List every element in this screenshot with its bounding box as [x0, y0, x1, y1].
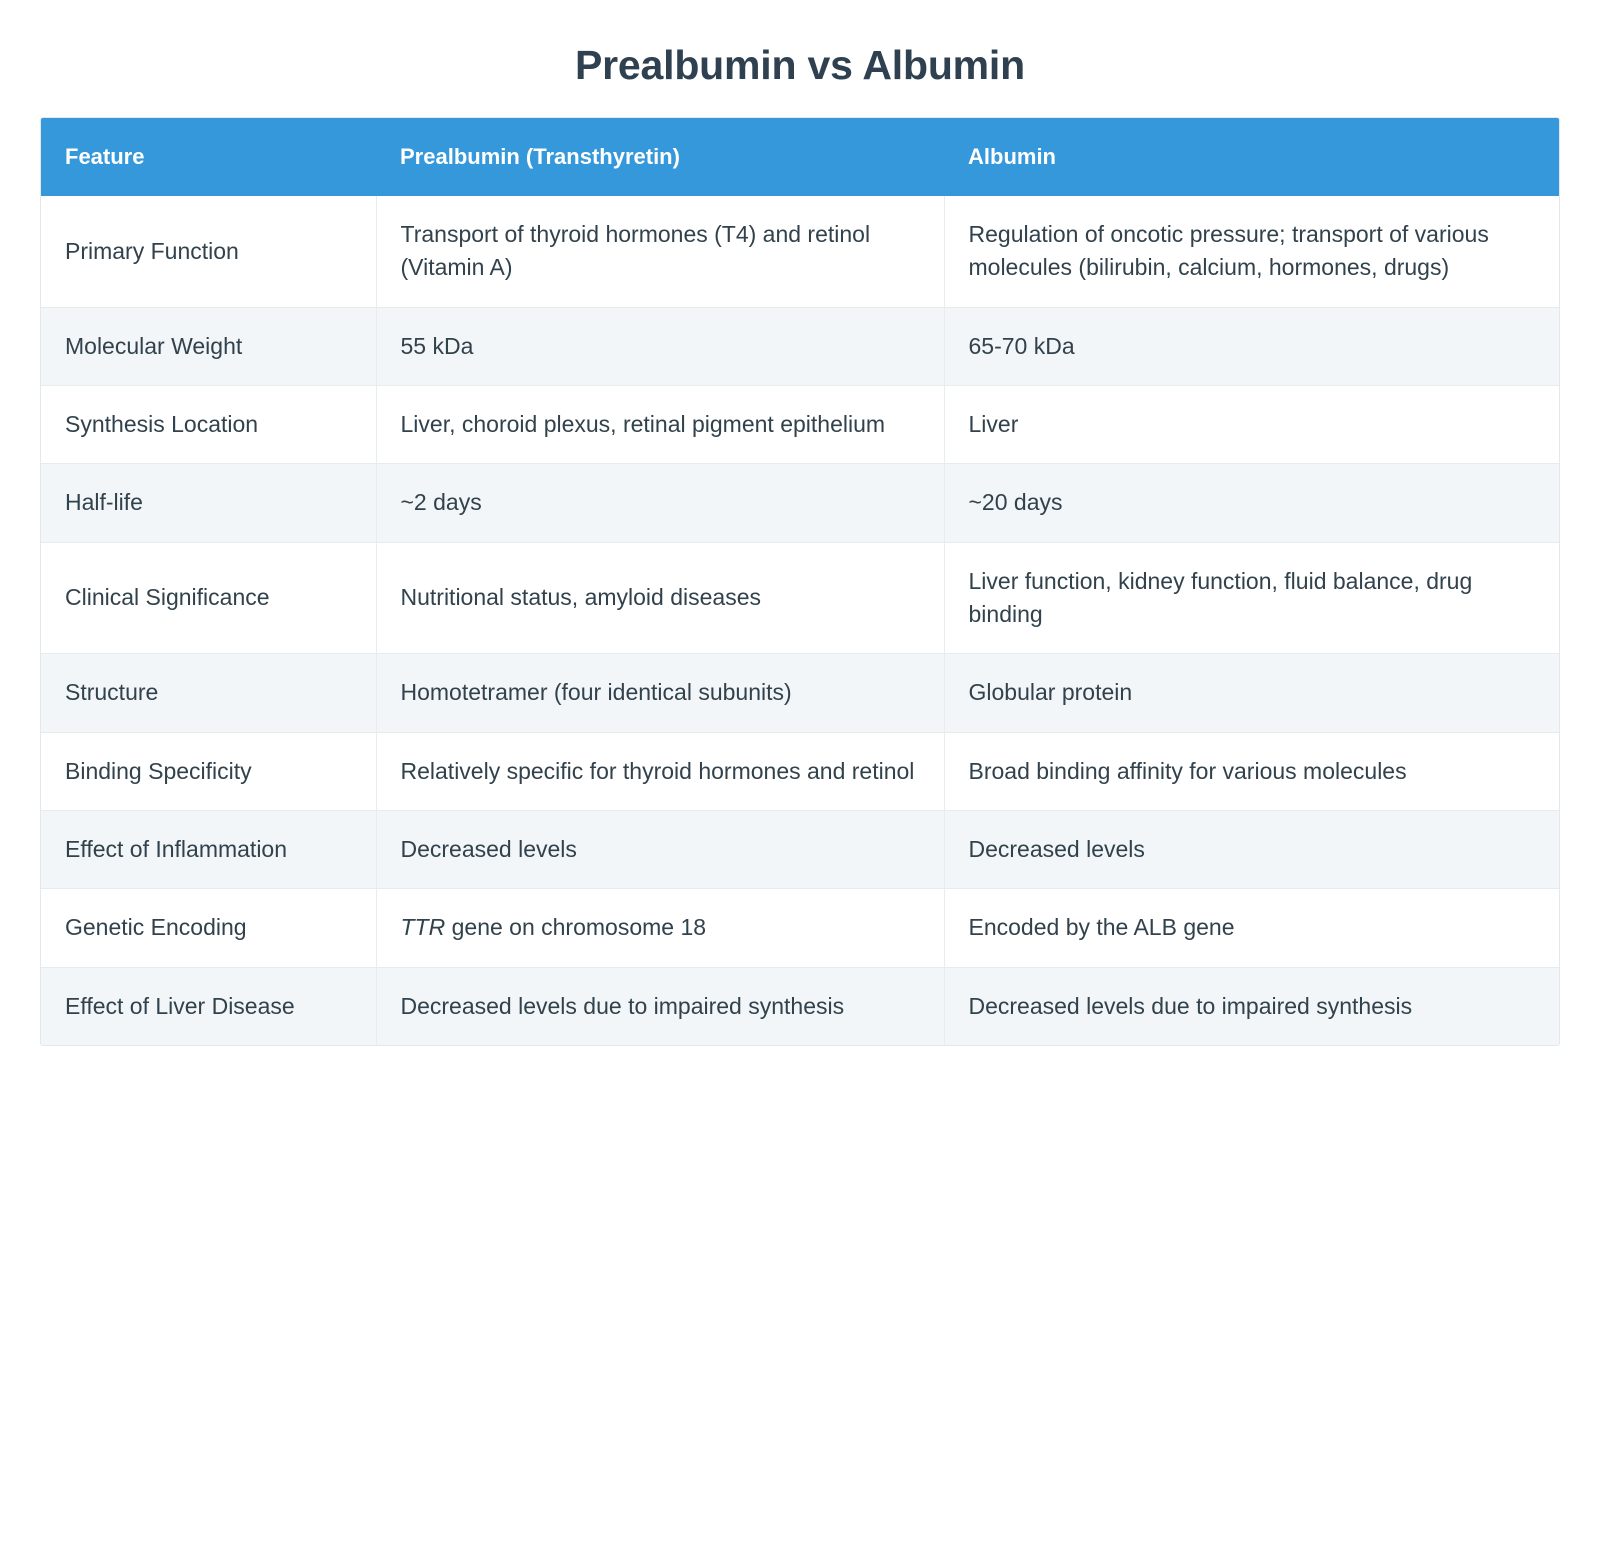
- column-header-feature: Feature: [41, 118, 376, 196]
- cell-albumin: Decreased levels: [944, 811, 1559, 889]
- table-row: [41, 464, 1559, 542]
- cell-prealbumin: Homotetramer (four identical subunits): [376, 654, 944, 732]
- cell-albumin: Liver: [944, 386, 1559, 464]
- comparison-table: [41, 118, 1559, 1045]
- cell-feature: Half-life: [41, 464, 376, 542]
- cell-feature: Molecular Weight: [41, 307, 376, 385]
- cell-prealbumin: Transport of thyroid hormones (T4) and retinol (Vitamin A): [376, 196, 944, 307]
- gene-symbol: TTR: [400, 914, 446, 941]
- column-header-prealbumin: Prealbumin (Transthyretin): [376, 118, 944, 196]
- table-header: [41, 118, 1559, 196]
- table-row: [41, 386, 1559, 464]
- cell-feature: Effect of Liver Disease: [41, 967, 376, 1045]
- cell-albumin: Decreased levels due to impaired synthesis: [944, 967, 1559, 1045]
- cell-albumin: Broad binding affinity for various molecules: [944, 732, 1559, 810]
- cell-prealbumin: ~2 days: [376, 464, 944, 542]
- cell-prealbumin: Decreased levels due to impaired synthesis: [376, 967, 944, 1045]
- table-row: [41, 654, 1559, 732]
- cell-feature: Genetic Encoding: [41, 889, 376, 967]
- table-header-row: [41, 118, 1559, 196]
- cell-feature: Effect of Inflammation: [41, 811, 376, 889]
- cell-feature: Clinical Significance: [41, 542, 376, 654]
- table-row: [41, 196, 1559, 307]
- table-row: [41, 811, 1559, 889]
- table-row: [41, 732, 1559, 810]
- cell-albumin: Globular protein: [944, 654, 1559, 732]
- cell-albumin: Liver function, kidney function, fluid balance, drug binding: [944, 542, 1559, 654]
- table-row: [41, 889, 1559, 967]
- table-body: [41, 196, 1559, 1045]
- table-row: [41, 967, 1559, 1045]
- cell-feature: Synthesis Location: [41, 386, 376, 464]
- cell-albumin: Regulation of oncotic pressure; transport of various molecules (bilirubin, calcium, hormones, drugs): [944, 196, 1559, 307]
- cell-feature: Primary Function: [41, 196, 376, 307]
- cell-prealbumin: 55 kDa: [376, 307, 944, 385]
- cell-prealbumin: Decreased levels: [376, 811, 944, 889]
- cell-prealbumin: Liver, choroid plexus, retinal pigment epithelium: [376, 386, 944, 464]
- cell-feature: Structure: [41, 654, 376, 732]
- comparison-table-container: [40, 117, 1560, 1046]
- table-row: [41, 307, 1559, 385]
- cell-prealbumin: [376, 889, 944, 967]
- cell-feature: Binding Specificity: [41, 732, 376, 810]
- cell-prealbumin: Relatively specific for thyroid hormones and retinol: [376, 732, 944, 810]
- column-header-albumin: Albumin: [944, 118, 1559, 196]
- table-row: [41, 542, 1559, 654]
- gene-description: gene on chromosome 18: [445, 914, 707, 941]
- cell-albumin: ~20 days: [944, 464, 1559, 542]
- page-title: Prealbumin vs Albumin: [575, 42, 1025, 88]
- cell-albumin: 65-70 kDa: [944, 307, 1559, 385]
- cell-albumin: Encoded by the ALB gene: [944, 889, 1559, 967]
- cell-prealbumin: Nutritional status, amyloid diseases: [376, 542, 944, 654]
